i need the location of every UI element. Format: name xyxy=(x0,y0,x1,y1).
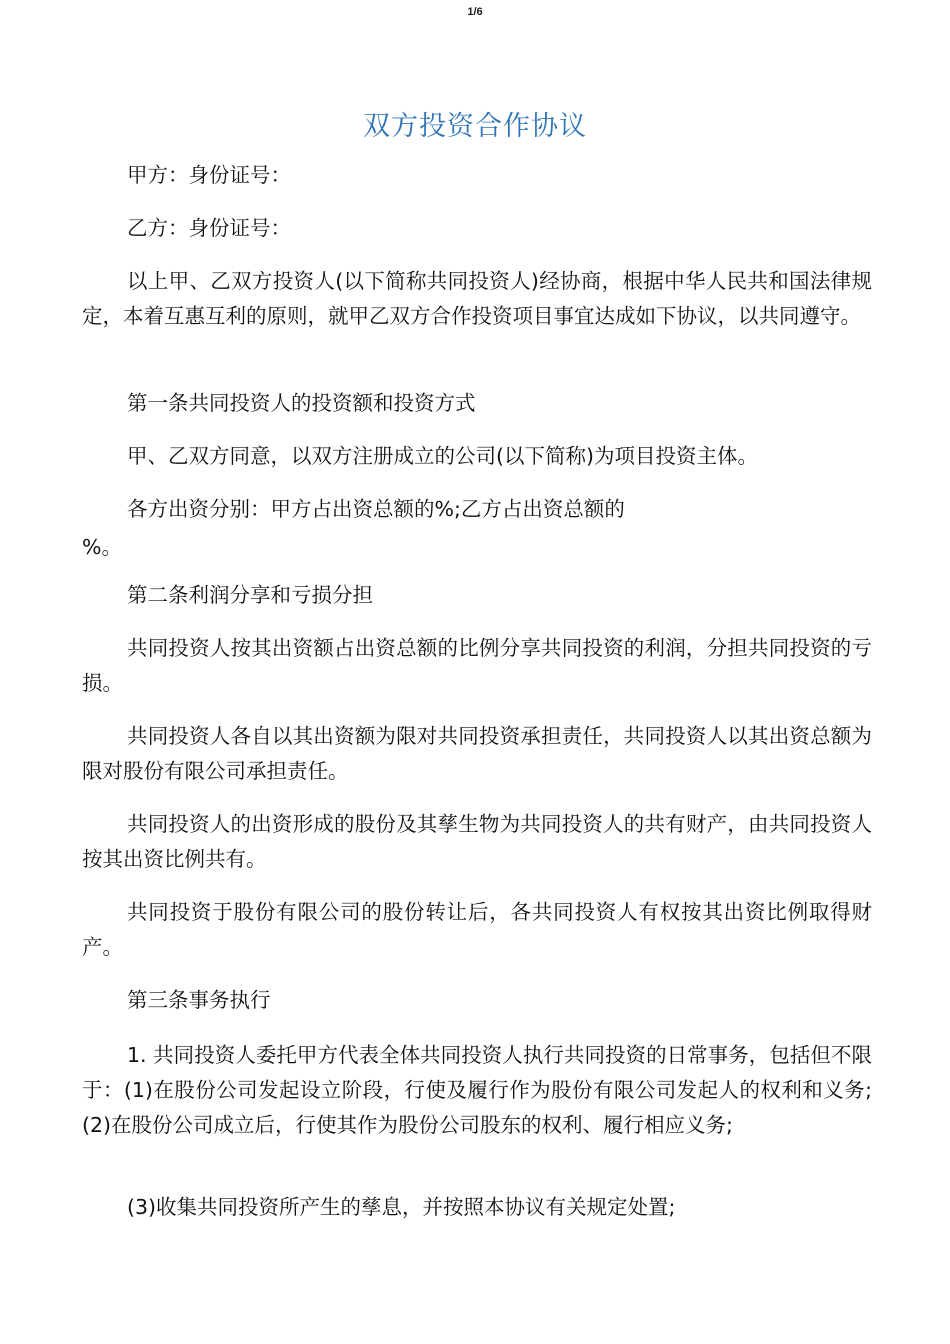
article-2-paragraph-1: 共同投资人按其出资额占出资总额的比例分享共同投资的利润，分担共同投资的亏损。 xyxy=(82,636,872,695)
article-3-heading: 第三条事务执行 xyxy=(127,988,271,1012)
article-2-paragraph-4: 共同投资于股份有限公司的股份转让后，各共同投资人有权按其出资比例取得财产。 xyxy=(82,900,872,959)
article-2-paragraph-2: 共同投资人各自以其出资额为限对共同投资承担责任，共同投资人以其出资总额为限对股份有限公司承担责任。 xyxy=(82,724,872,783)
intro-paragraph: 以上甲、乙双方投资人(以下简称共同投资人)经协商，根据中华人民共和国法律规定，本着互惠互利的原则，就甲乙双方合作投资项目事宜达成如下协议，以共同遵守。 xyxy=(82,269,872,328)
page-number: 1/6 xyxy=(467,6,483,18)
article-1-paragraph-1: 甲、乙双方同意，以双方注册成立的公司(以下简称)为项目投资主体。 xyxy=(127,444,758,468)
article-1-paragraph-2-line-1: 各方出资分别：甲方占出资总额的%;乙方占出资总额的 xyxy=(127,497,625,521)
article-3-item-3: (3)收集共同投资所产生的孳息，并按照本协议有关规定处置; xyxy=(127,1195,676,1219)
article-2-paragraph-3: 共同投资人的出资形成的股份及其孳生物为共同投资人的共有财产，由共同投资人按其出资比例共有。 xyxy=(82,812,872,871)
document-title: 双方投资合作协议 xyxy=(363,111,587,142)
article-1-paragraph-2-line-2: %。 xyxy=(82,535,122,559)
article-2-heading: 第二条利润分享和亏损分担 xyxy=(127,583,373,607)
party-b-line: 乙方：身份证号： xyxy=(127,216,291,240)
party-a-line: 甲方：身份证号： xyxy=(127,163,291,187)
article-1-heading: 第一条共同投资人的投资额和投资方式 xyxy=(127,391,476,415)
article-3-item-1: 1. 共同投资人委托甲方代表全体共同投资人执行共同投资的日常事务，包括但不限于：(1)在股份公司发起设立阶段，行使及履行作为股份有限公司发起人的权利和义务;(2)在股份公司成立后，行使其作为股份公司股东的权利、履行相应义务; xyxy=(82,1043,872,1137)
